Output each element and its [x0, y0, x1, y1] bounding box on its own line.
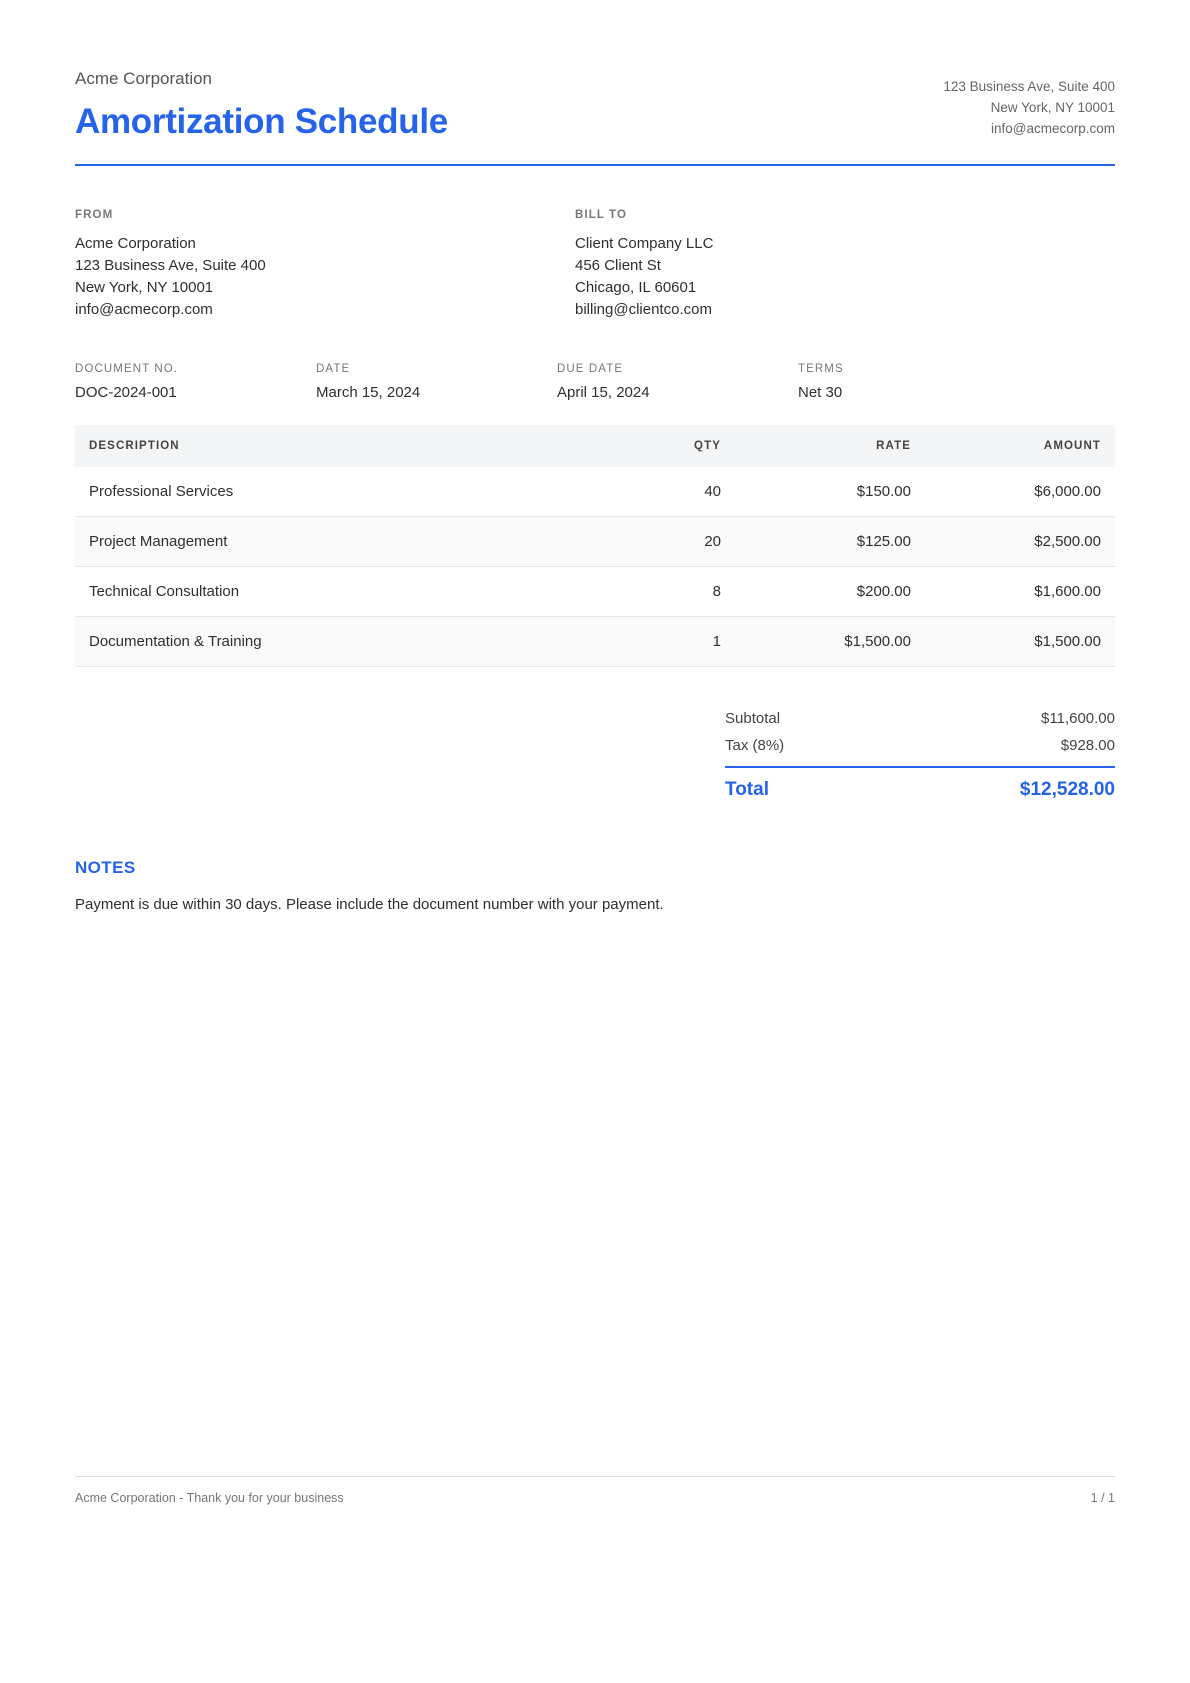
- cell-amount: $1,600.00: [925, 567, 1115, 617]
- column-header-amount: AMOUNT: [925, 425, 1115, 467]
- bill-to-line: Client Company LLC: [575, 235, 714, 253]
- document-header: [75, 0, 1115, 142]
- notes-section: [75, 858, 1115, 917]
- header-address-line: New York, NY 10001: [990, 99, 1115, 115]
- bill-to-block: [575, 209, 1075, 321]
- table-header: [75, 425, 1115, 467]
- totals-block: [725, 705, 1115, 806]
- table-row: [75, 617, 1115, 667]
- meta-value: Net 30: [798, 384, 843, 402]
- cell-rate: $125.00: [735, 517, 925, 567]
- bill-to-label: BILL TO: [575, 209, 627, 222]
- from-line: info@acmecorp.com: [75, 301, 213, 319]
- meta-value: April 15, 2024: [557, 384, 650, 402]
- subtotal-row: [725, 705, 1115, 732]
- line-items-table: [75, 425, 1115, 667]
- page-footer: [75, 1476, 1115, 1505]
- tax-row: [725, 732, 1115, 759]
- cell-qty: 8: [585, 567, 735, 617]
- column-header-description: DESCRIPTION: [75, 425, 585, 467]
- header-left: [75, 68, 448, 142]
- column-header-rate: RATE: [735, 425, 925, 467]
- tax-value: $928.00: [1060, 737, 1115, 755]
- cell-description: Documentation & Training: [75, 617, 585, 667]
- total-value: $12,528.00: [1019, 779, 1115, 801]
- bill-to-line: 456 Client St: [575, 257, 661, 275]
- from-line: 123 Business Ave, Suite 400: [75, 257, 266, 275]
- subtotal-value: $11,600.00: [1041, 710, 1115, 728]
- bill-to-line: billing@clientco.com: [575, 301, 712, 319]
- cell-qty: 1: [585, 617, 735, 667]
- meta-terms: [798, 363, 1039, 401]
- from-line: Acme Corporation: [75, 235, 196, 253]
- meta-value: DOC-2024-001: [75, 384, 177, 402]
- meta-due-date: [557, 363, 798, 401]
- company-name: Acme Corporation: [75, 69, 213, 88]
- meta-label: DOCUMENT NO.: [75, 363, 179, 376]
- cell-rate: $150.00: [735, 467, 925, 517]
- total-label: Total: [725, 779, 769, 801]
- cell-rate: $200.00: [735, 567, 925, 617]
- meta-label: DATE: [316, 363, 351, 376]
- cell-qty: 20: [585, 517, 735, 567]
- tax-label: Tax (8%): [725, 737, 785, 755]
- notes-body: Payment is due within 30 days. Please include the document number with your payment.: [75, 896, 664, 914]
- bill-to-line: Chicago, IL 60601: [575, 279, 697, 297]
- table-row: [75, 467, 1115, 517]
- meta-document-no: [75, 363, 316, 401]
- footer-page-number: 1 / 1: [1090, 1491, 1115, 1505]
- cell-description: Project Management: [75, 517, 585, 567]
- cell-qty: 40: [585, 467, 735, 517]
- column-header-qty: QTY: [585, 425, 735, 467]
- cell-amount: $2,500.00: [925, 517, 1115, 567]
- table-body: [75, 467, 1115, 667]
- header-address-line: info@acmecorp.com: [991, 120, 1115, 136]
- cell-description: Professional Services: [75, 467, 585, 517]
- page-title: Amortization Schedule: [75, 102, 448, 142]
- meta-value: March 15, 2024: [316, 384, 421, 402]
- totals-section: [75, 705, 1115, 806]
- header-company-address: [943, 68, 1115, 140]
- subtotal-label: Subtotal: [725, 710, 781, 728]
- header-divider: [75, 164, 1115, 166]
- document-meta: [75, 363, 1115, 401]
- from-label: FROM: [75, 209, 114, 222]
- cell-amount: $6,000.00: [925, 467, 1115, 517]
- cell-rate: $1,500.00: [735, 617, 925, 667]
- meta-label: TERMS: [798, 363, 844, 376]
- from-line: New York, NY 10001: [75, 279, 214, 297]
- cell-description: Technical Consultation: [75, 567, 585, 617]
- parties-section: [75, 209, 1115, 321]
- table-header-row: [75, 425, 1115, 467]
- notes-title: NOTES: [75, 858, 136, 878]
- header-address-line: 123 Business Ave, Suite 400: [943, 79, 1115, 94]
- table-row: [75, 517, 1115, 567]
- meta-label: DUE DATE: [557, 363, 624, 376]
- from-block: [75, 209, 575, 321]
- meta-date: [316, 363, 557, 401]
- cell-amount: $1,500.00: [925, 617, 1115, 667]
- footer-left-text: Acme Corporation - Thank you for your business: [75, 1491, 344, 1505]
- table-row: [75, 567, 1115, 617]
- grand-total-row: [725, 766, 1115, 806]
